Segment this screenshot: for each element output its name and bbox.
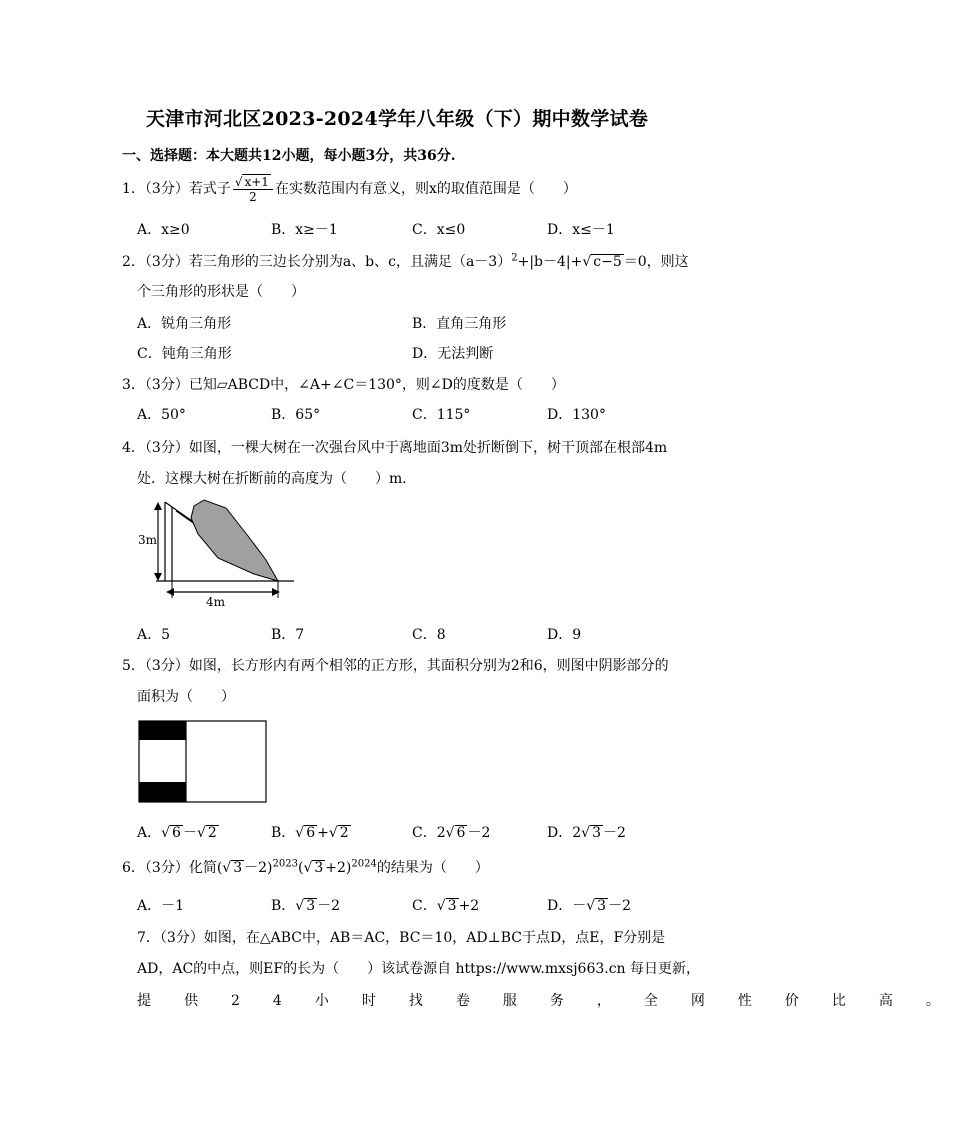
q5-option-a: A．√ 6 －√ 2 <box>137 825 217 841</box>
q4-option-b: B．7 <box>271 627 305 643</box>
q5-option-c: C．2√ 6 －2 <box>412 825 491 841</box>
q1-frac-denominator: 2 <box>249 190 257 204</box>
q6-d-prefix: D．－ <box>547 898 587 914</box>
q6-sqrt1: 3 <box>233 860 243 876</box>
q6-c-prefix: C． <box>412 898 437 914</box>
q2-radicand: c−5 <box>593 254 622 270</box>
q6-paren2: ( <box>297 860 304 876</box>
q5-a-sqrt1: 6 <box>172 825 181 841</box>
question-7-line2: AD，AC的中点，则EF的长为（ ）该试卷源自 https://www.mxsj663.cn 每日更新， <box>137 961 701 977</box>
q6-exponent2: 2024 <box>351 858 377 870</box>
q6-option-c: C．√ 3 +2 <box>412 898 480 914</box>
q5-option-d: D．2√ 3 －2 <box>547 825 626 841</box>
question-5-line2: 面积为（ ） <box>137 689 235 705</box>
q1-rest: 在实数范围内有意义，则x的取值范围是（ ） <box>274 181 577 197</box>
q1-fraction: $\frac{√ x+1}{2}$ <box>233 174 273 204</box>
q1-prefix: 1．（3分）若式子 <box>122 181 231 197</box>
q5-d-rest: －2 <box>602 825 626 841</box>
q6-paren1: ( <box>216 860 223 876</box>
q5-d-prefix: D．2 <box>547 825 582 841</box>
section-heading: 一、选择题：本大题共12小题，每小题3分，共36分. <box>122 148 456 164</box>
q2-option-d: D．无法判断 <box>412 346 494 362</box>
q5-a-prefix: A． <box>137 825 162 841</box>
question-4-line2: 处．这棵大树在折断前的高度为（ ）m． <box>137 471 417 487</box>
q2-exponent: 2 <box>511 252 518 264</box>
q6-d-rest: －2 <box>608 898 631 914</box>
q4-tree-figure <box>136 494 296 606</box>
q6-d-sqrt: 3 <box>597 898 607 914</box>
q5-rectangle-figure <box>138 720 268 804</box>
q5-a-sqrt2: 2 <box>207 825 217 841</box>
q6-option-d: D．－√ 3 －2 <box>547 898 631 914</box>
q2-text-b: +|b－4|+ <box>517 254 583 270</box>
q1-option-b: B．x≥－1 <box>271 222 338 238</box>
q2-option-b: B．直角三角形 <box>412 316 507 332</box>
q1-frac-numerator: x+1 <box>244 175 269 189</box>
q6-c-sqrt: 3 <box>447 898 457 914</box>
q2-text-c: ＝0，则这 <box>623 254 689 270</box>
question-3: 3．（3分）已知▱ABCD中，∠A+∠C＝130°，则∠D的度数是（ ） <box>122 377 565 393</box>
q4-option-a: A．5 <box>137 627 171 643</box>
question-2-line2: 个三角形的形状是（ ） <box>137 284 305 300</box>
q6-option-b: B．√ 3 －2 <box>271 898 341 914</box>
q6-exponent1: 2023 <box>272 858 298 870</box>
q6-paren1-end: －2) <box>244 860 273 876</box>
q5-c-prefix: C．2 <box>412 825 446 841</box>
q6-prefix: 6．（3分）化简 <box>122 860 217 876</box>
q4-option-d: D．9 <box>547 627 582 643</box>
question-1 <box>122 174 577 204</box>
q5-b-op: + <box>317 825 329 841</box>
q6-c-rest: +2 <box>458 898 480 914</box>
q2-option-a: A．锐角三角形 <box>137 316 232 332</box>
question-2-line1: 2．（3分）若三角形的三边长分别为a、b、c，且满足$(a-3)^2+|b-4|+√$ c−5 ＝0，则这 <box>122 252 689 270</box>
question-5-line1: 5．（3分）如图，长方形内有两个相邻的正方形，其面积分别为2和6，则图中阴影部分的 <box>122 658 669 674</box>
q5-c-rest: －2 <box>467 825 491 841</box>
q2-option-c: C．钝角三角形 <box>137 346 232 362</box>
q3-option-a: A．50° <box>137 407 186 423</box>
question-6: 6．（3分）化简(√ 3 －2)$^{2023}$(√ 3 +2)$^{2024}$的结果为（ ） <box>122 858 489 876</box>
q5-option-b: B．√ 6 +√ 2 <box>271 825 349 841</box>
q3-option-d: D．130° <box>547 407 606 423</box>
q3-option-b: B．65° <box>271 407 321 423</box>
q5-d-sqrt: 3 <box>592 825 601 841</box>
question-4-line1: 4．（3分）如图，一棵大树在一次强台风中于离地面3m处折断倒下，树干顶部在根部4m <box>122 440 668 456</box>
q6-option-a: A．－1 <box>137 898 185 914</box>
q4-height-label: 3m <box>138 533 158 547</box>
q6-b-rest: －2 <box>317 898 341 914</box>
page-title: 天津市河北区2023-2024学年八年级（下）期中数学试卷 <box>145 108 649 130</box>
q3-option-c: C．115° <box>412 407 471 423</box>
q6-b-prefix: B． <box>271 898 296 914</box>
q1-option-d: D．x≤－1 <box>547 222 615 238</box>
q5-b-prefix: B． <box>271 825 296 841</box>
question-7-line1: 7．（3分）如图，在△ABC中，AB＝AC，BC＝10，AD⊥BC于点D，点E，F分别是 <box>137 930 666 946</box>
q5-c-sqrt: 6 <box>456 825 466 841</box>
question-7-line3: 提供24小时找卷服务，全网性价比高。 <box>137 993 973 1009</box>
q4-width-label: 4m <box>206 595 226 609</box>
q5-a-op: － <box>182 825 197 841</box>
q2-text-a: 2．（3分）若三角形的三边长分别为a、b、c，且满足（a－3） <box>122 254 512 270</box>
q6-sqrt2: 3 <box>314 860 324 876</box>
q6-suffix: 的结果为（ ） <box>376 860 489 876</box>
q5-b-sqrt2: 2 <box>339 825 349 841</box>
q6-paren2-end: +2) <box>325 860 352 876</box>
q6-b-sqrt: 3 <box>306 898 316 914</box>
q5-b-sqrt1: 6 <box>306 825 316 841</box>
q1-option-a: A．x≥0 <box>137 222 190 238</box>
q1-option-c: C．x≤0 <box>412 222 466 238</box>
q4-option-c: C．8 <box>412 627 446 643</box>
